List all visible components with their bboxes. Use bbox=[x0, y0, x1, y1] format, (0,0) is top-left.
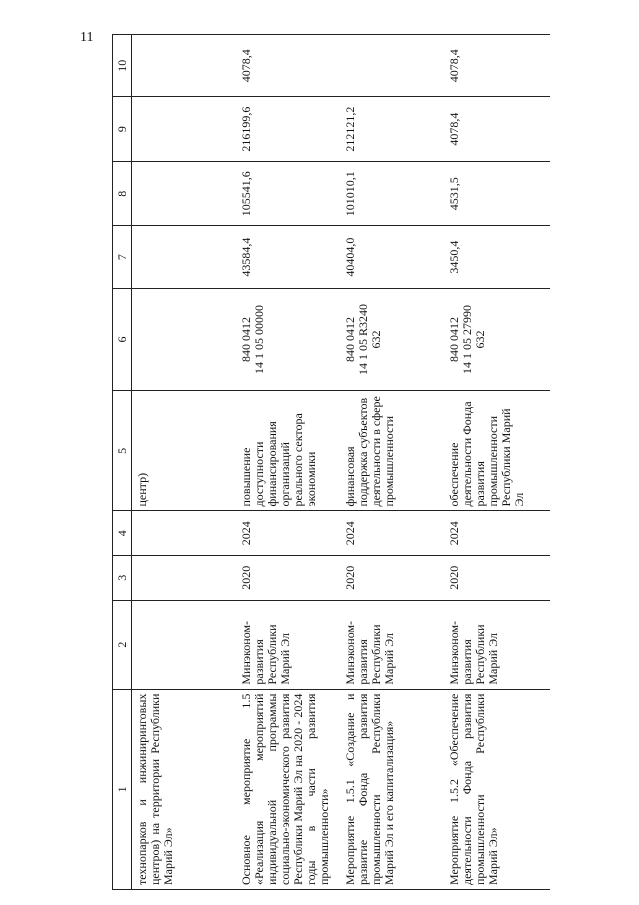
header-cell-5: 5 bbox=[113, 391, 132, 511]
end-year-cell: 2024 bbox=[342, 511, 446, 556]
table-holder bbox=[112, 34, 620, 890]
budget-code-line: 14 1 05 27990 bbox=[460, 305, 474, 375]
value-cell bbox=[132, 226, 239, 288]
end-year-cell bbox=[132, 511, 239, 556]
value-cell: 4078,4 bbox=[238, 35, 342, 97]
table-row bbox=[238, 35, 342, 890]
executor-cell: Минэконом-развития Республики Марий Эл bbox=[446, 600, 550, 689]
budget-code-cell bbox=[446, 288, 550, 390]
event-name-cell: Мероприятие 1.5.1 «Создание и развитие Фонда развития промышленности Республики Марий Эл и его капитализация» bbox=[342, 689, 446, 889]
budget-code-line: 840 0412 bbox=[447, 317, 461, 363]
value-cell bbox=[132, 35, 239, 97]
start-year-cell: 2020 bbox=[342, 556, 446, 601]
budget-code-line: 840 0412 bbox=[239, 317, 253, 363]
value-cell: 4078,4 bbox=[446, 97, 550, 162]
table-row bbox=[342, 35, 446, 890]
executor-cell: Минэконом-развития Республики Марий Эл bbox=[342, 600, 446, 689]
header-cell-1: 1 bbox=[113, 689, 132, 889]
page-number: 11 bbox=[80, 30, 94, 45]
result-cell: обеспечение деятельности Фонда развития промышленности Республики Марий Эл bbox=[446, 391, 550, 511]
event-name-cell: Мероприятие 1.5.2 «Обеспечение деятельности Фонда развития промышленности Республики Марий Эл» bbox=[446, 689, 550, 889]
budget-code-line: 632 bbox=[473, 330, 487, 349]
start-year-cell: 2020 bbox=[446, 556, 550, 601]
result-cell: центр) bbox=[132, 391, 239, 511]
budget-code-cell bbox=[132, 288, 239, 390]
budget-code-line: 632 bbox=[369, 330, 383, 349]
header-cell-2: 2 bbox=[113, 600, 132, 689]
value-cell: 4531,5 bbox=[446, 161, 550, 226]
header-cell-3: 3 bbox=[113, 556, 132, 601]
value-cell: 43584,4 bbox=[238, 226, 342, 288]
result-cell: повышение доступности финансирования организаций реального сектора экономики bbox=[238, 391, 342, 511]
executor-cell bbox=[132, 600, 239, 689]
header-cell-7: 7 bbox=[113, 226, 132, 288]
executor-cell: Минэконом-развития Республики Марий Эл bbox=[238, 600, 342, 689]
event-name-cell: Основное мероприятие 1.5 «Реализация мероприятий индивидуальной программы социально-экономического развития Республики Марий Эл на 2020 - 2024 годы в части развития промышленности» bbox=[238, 689, 342, 889]
value-cell: 3450,4 bbox=[446, 226, 550, 288]
event-name-cell: технопарков и инжиниринговых центров) на территории Республики Марий Эл» bbox=[132, 689, 239, 889]
start-year-cell: 2020 bbox=[238, 556, 342, 601]
value-cell: 4078,4 bbox=[446, 35, 550, 97]
header-cell-9: 9 bbox=[113, 97, 132, 162]
header-cell-6: 6 bbox=[113, 288, 132, 390]
rotated-table bbox=[112, 34, 620, 890]
header-row bbox=[113, 35, 132, 890]
table-row bbox=[446, 35, 550, 890]
budget-code-line: 14 1 05 R3240 bbox=[356, 304, 370, 376]
table-row bbox=[132, 35, 239, 890]
value-cell: 40404,0 bbox=[342, 226, 446, 288]
header-cell-10: 10 bbox=[113, 35, 132, 97]
start-year-cell bbox=[132, 556, 239, 601]
value-cell bbox=[132, 161, 239, 226]
value-cell: 105541,6 bbox=[238, 161, 342, 226]
result-cell: финансовая поддержка субъектов деятельности в сфере промышленности bbox=[342, 391, 446, 511]
header-cell-8: 8 bbox=[113, 161, 132, 226]
value-cell bbox=[342, 35, 446, 97]
budget-code-cell bbox=[238, 288, 342, 390]
end-year-cell: 2024 bbox=[238, 511, 342, 556]
value-cell bbox=[132, 97, 239, 162]
end-year-cell: 2024 bbox=[446, 511, 550, 556]
value-cell: 212121,2 bbox=[342, 97, 446, 162]
value-cell: 101010,1 bbox=[342, 161, 446, 226]
budget-code-cell bbox=[342, 288, 446, 390]
budget-code-line: 840 0412 bbox=[343, 317, 357, 363]
header-cell-4: 4 bbox=[113, 511, 132, 556]
value-cell: 216199,6 bbox=[238, 97, 342, 162]
program-table bbox=[112, 34, 550, 890]
budget-code-line: 14 1 05 00000 bbox=[252, 305, 266, 375]
